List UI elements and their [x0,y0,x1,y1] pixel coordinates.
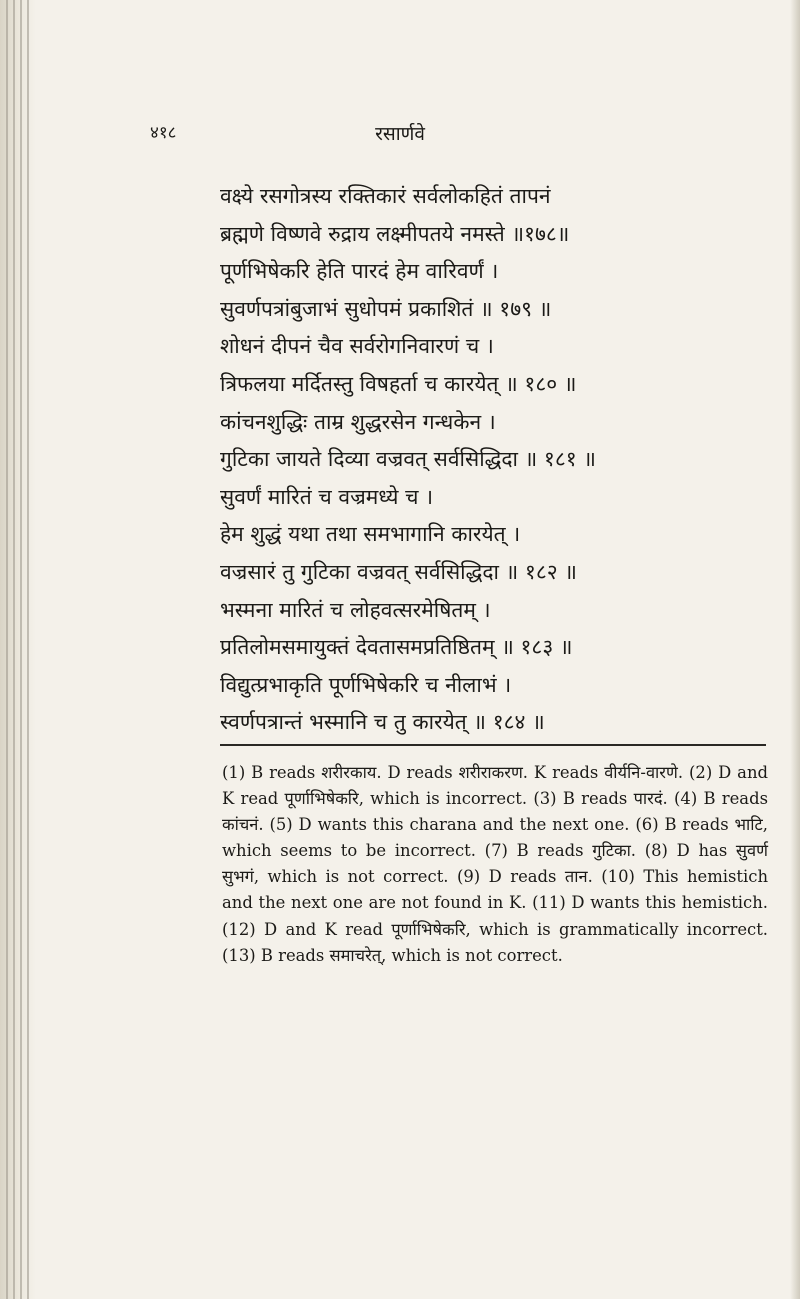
verse-line: गुटिका जायते दिव्या वज्रवत् सर्वसिद्धिदा ॥ १८१ ॥ [220,447,596,472]
footnote: (7) B reads गुटिका. [484,841,637,861]
page-edge-shadow [790,0,800,1299]
footnote-divider [220,744,766,746]
verse-line: भस्मना मारितं च लोहवत्सरमेषितम् । [220,597,491,622]
verse-line: शोधनं दीपनं चैव सर्वरोगनिवारणं च । [220,334,494,359]
verse-line: विद्युत्प्रभाकृति पूर्णभिषेकरि च नीलाभं । [220,672,512,697]
footnote: (6) B reads भाटि, which seems to be incorrect. [222,815,768,861]
verse-line: सुवर्णपत्रांबुजाभं सुधोपमं प्रकाशितं ॥ १७९ ॥ [220,296,552,321]
verse-line: पूर्णभिषेकरि हेति पारदं हेम वारिवर्णं । [220,259,499,284]
footnote: (12) D and K read पूर्णाभिषेकरि, which is grammatically incorrect. [222,919,768,939]
verse-block [220,178,740,742]
footnote: (4) B reads कांचनं. [222,789,768,835]
verse-line: स्वर्णपत्रान्तं भस्मानि च तु कारयेत् ॥ १८४ ॥ [220,710,545,735]
verse-line: प्रतिलोमसमायुक्तं देवतासमप्रतिष्ठितम् ॥ १८३ ॥ [220,635,573,660]
binding-gutter [0,0,36,1299]
verse-line: त्रिफलया मर्दितस्तु विषहर्ता च कारयेत् ॥ १८० ॥ [220,371,577,396]
page-header [150,120,650,150]
footnotes [222,760,768,969]
footnote: (11) D wants this hemistich. [532,893,768,913]
footnote: (5) D wants this charana and the next one. [269,815,630,835]
footnote: (1) B reads शरीरकाय. D reads शरीराकरण. K reads वीर्यनि-वारणे. [222,763,684,782]
footnote: (8) D has सुवर्ण सुभगं, which is not correct. [222,841,768,887]
footnote: (9) D reads तान. [456,867,593,887]
footnote: (13) B reads समाचरेत्, which is not correct. [222,945,563,965]
footnote: (2) D and K read पूर्णाभिषेकरि, which is incorrect. [222,763,768,809]
verse-line: ब्रह्मणे विष्णवे रुद्राय लक्ष्मीपतये नमस्ते ॥१७८॥ [220,221,570,246]
footnote: (3) B reads पारदं. [533,789,668,809]
page-number: ४१८ [150,123,177,143]
verse-line: वज्रसारं तु गुटिका वज्रवत् सर्वसिद्धिदा ॥ १८२ ॥ [220,559,577,584]
footnote: (10) This hemistich and the next one are not found in K. [222,867,768,913]
running-title: रसार्णवे [375,123,425,145]
verse-line: हेम शुद्धं यथा तथा समभागानि कारयेत् । [220,522,521,547]
verse-line: सुवर्णं मारितं च वज्रमध्ये च । [220,484,434,509]
verse-line: वक्ष्ये रसगोत्रस्य रक्तिकारं सर्वलोकहितं तापनं [220,184,551,208]
verse-line: कांचनशुद्धिः ताम्र शुद्धरसेन गन्धकेन । [220,409,496,434]
